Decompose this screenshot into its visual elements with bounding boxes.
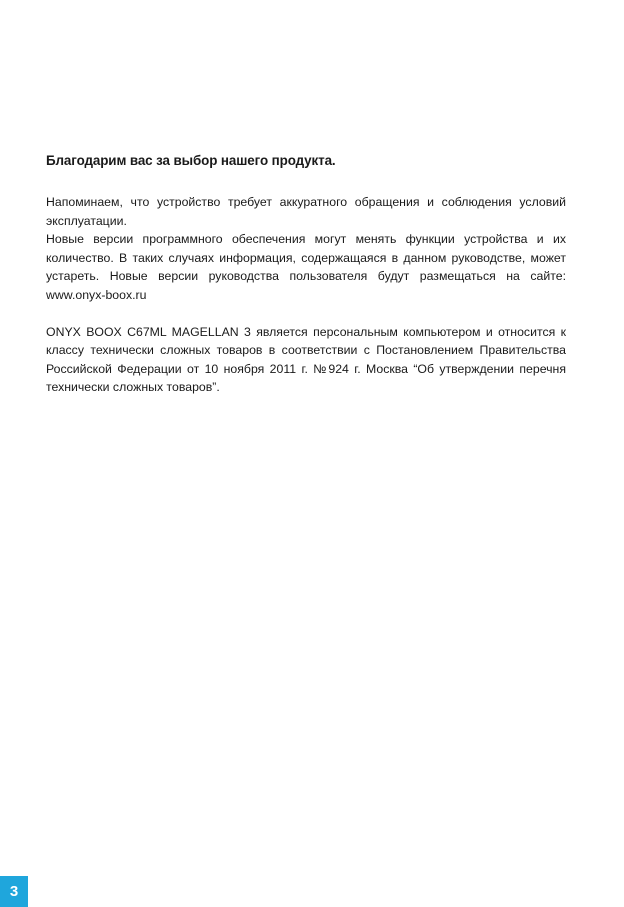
- document-heading: Благодарим вас за выбор нашего продукта.: [46, 153, 336, 168]
- document-body: [46, 152, 566, 397]
- software-updates-paragraph: Новые версии программного обеспечения могут менять функции устройства и их количество. В таких случаях информация, содержащаяся в данном руководстве, может устареть. Новые версии руководства пользователя будут размещаться на сайте: www.onyx-boox.ru: [46, 232, 566, 302]
- care-reminder-paragraph: Напоминаем, что устройство требует аккуратного обращения и соблюдения условий эксплуатации.: [46, 195, 566, 228]
- page-number-badge: 3: [0, 876, 28, 907]
- product-classification-paragraph: ONYX BOOX C67ML MAGELLAN 3 является персональным компьютером и относится к классу технически сложных товаров в соответствии с Постановлением Правительства Российской Федерации от 10 ноября 2011 г. №924 г. Москва “Об утверждении перечня технически сложных товаров”.: [46, 324, 566, 394]
